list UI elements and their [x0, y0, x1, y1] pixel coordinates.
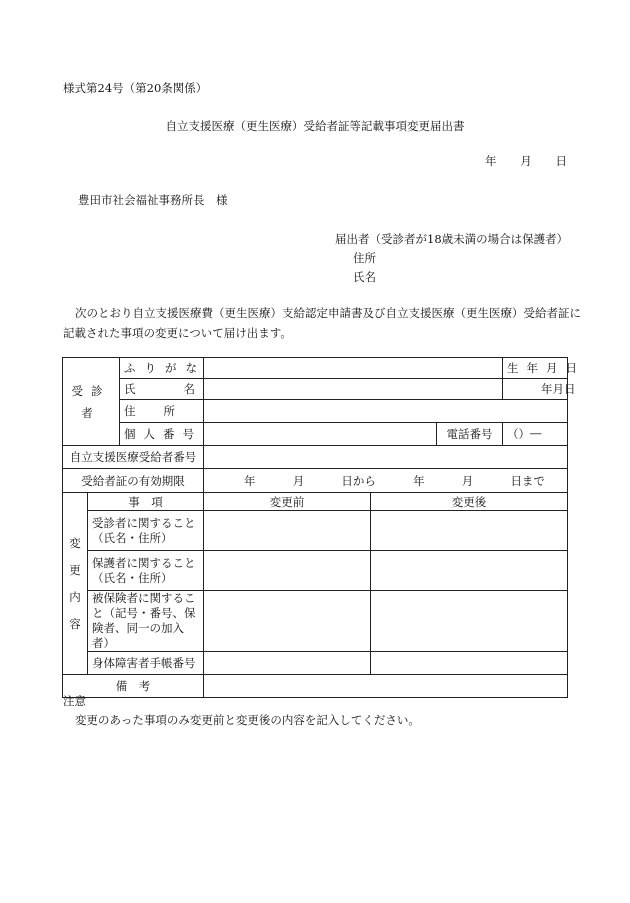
- individual-number-label: 個人番号: [124, 427, 202, 441]
- change-form-table: [62, 357, 585, 698]
- applicant-address-label: 住所: [353, 251, 376, 265]
- furigana-label-cell: [120, 358, 204, 379]
- furigana-input[interactable]: [204, 358, 503, 379]
- change-after-guardian-input[interactable]: [371, 551, 568, 591]
- birthdate-label-cell: [503, 358, 585, 379]
- certificate-number-label-cell: [63, 446, 204, 469]
- phone-label: 電話番号: [446, 427, 493, 441]
- validity-input[interactable]: [204, 469, 568, 493]
- after-header: 変更後: [451, 494, 487, 509]
- birthdate-input[interactable]: [503, 379, 576, 400]
- individual-number-input[interactable]: [204, 423, 437, 446]
- name-input[interactable]: [204, 379, 503, 400]
- validity-label: 受給者証の有効期限: [81, 473, 185, 488]
- address-label: 住所: [124, 404, 203, 418]
- change-item-guardian: [88, 551, 204, 591]
- name-label: 氏名: [124, 382, 243, 396]
- certificate-number-label: 自立支援医療受給者番号: [69, 450, 197, 464]
- body-text-line2: 記載された事項の変更について届け出ます。: [63, 326, 292, 340]
- validity-from-year: 年: [244, 473, 256, 488]
- phone-dash: ―: [530, 426, 542, 440]
- change-section-label-cell: [63, 493, 88, 675]
- notes-text: 変更のあった事項のみ変更前と変更後の内容を記入してください。: [75, 713, 420, 727]
- addressee: 豊田市社会福祉事務所長 様: [78, 193, 228, 207]
- validity-label-cell: [63, 469, 204, 493]
- item-header-cell: [88, 493, 204, 511]
- applicant-name-label: 氏名: [353, 270, 376, 284]
- furigana-label: ふりがな: [124, 361, 206, 375]
- item-header: 事 項: [128, 494, 163, 509]
- change-item-insured: [88, 591, 204, 652]
- address-input[interactable]: [204, 400, 568, 423]
- birth-day-label: 日: [564, 382, 576, 396]
- applicant-block: [335, 230, 568, 287]
- notes-heading: 注意: [63, 694, 86, 708]
- form-number: 様式第24号（第20条関係）: [63, 81, 208, 95]
- change-after-insured-input[interactable]: [371, 591, 568, 652]
- submission-date: [485, 153, 567, 169]
- validity-to-year: 年: [413, 473, 425, 488]
- change-before-handbook-input[interactable]: [204, 652, 371, 675]
- birth-month-label: 月: [552, 382, 564, 396]
- patient-label: 受診者: [71, 383, 111, 420]
- date-month-label: 月: [520, 154, 532, 168]
- body-text: [63, 303, 581, 343]
- remarks-label: 備 考: [115, 679, 151, 693]
- patient-label-cell: [63, 358, 120, 446]
- individual-number-label-cell: [120, 423, 204, 446]
- name-label-cell: [120, 379, 243, 400]
- applicant-label: 届出者（受診者が18歳未満の場合は保護者）: [335, 232, 569, 246]
- change-item-label: 受診者に関すること（氏名・住所）: [92, 515, 196, 545]
- birth-year-label: 年: [541, 382, 553, 396]
- date-day-label: 日: [555, 154, 567, 168]
- address-label-cell: [120, 400, 204, 423]
- certificate-number-input[interactable]: [204, 446, 568, 469]
- validity-from-month: 月: [292, 473, 305, 488]
- phone-open-paren: （: [507, 427, 519, 441]
- validity-from-day: 日から: [341, 473, 376, 488]
- before-header: 変更前: [269, 494, 305, 509]
- date-year-label: 年: [485, 154, 497, 168]
- change-after-patient-input[interactable]: [371, 511, 568, 551]
- after-header-cell: [371, 493, 568, 511]
- page-title: 自立支援医療（更生医療）受給者証等記載事項変更届出書: [165, 119, 465, 133]
- change-after-handbook-input[interactable]: [371, 652, 568, 675]
- birthdate-label: 生年月日: [507, 361, 585, 375]
- change-item-handbook: [88, 652, 204, 675]
- change-item-label: 保護者に関すること（氏名・住所）: [92, 555, 196, 585]
- remarks-input[interactable]: [204, 675, 568, 698]
- phone-input[interactable]: [503, 423, 568, 446]
- body-text-line1: 次のとおり自立支援医療費（更生医療）支給認定申請書及び自立支援医療（更生医療）受給者証に: [75, 306, 581, 320]
- change-item-label: 被保険者に関すること（記号・番号、保険者、同一の加入者）: [92, 591, 196, 650]
- phone-close-paren: ）: [518, 427, 530, 441]
- change-item-label: 身体障害者手帳番号: [92, 656, 196, 670]
- change-before-insured-input[interactable]: [204, 591, 371, 652]
- change-item-patient: [88, 511, 204, 551]
- change-section-label: 変更内容: [69, 535, 81, 631]
- phone-label-cell: [437, 423, 503, 446]
- change-before-guardian-input[interactable]: [204, 551, 371, 591]
- before-header-cell: [204, 493, 371, 511]
- validity-to-month: 月: [461, 473, 474, 488]
- validity-to-day: 日まで: [510, 473, 545, 488]
- change-before-patient-input[interactable]: [204, 511, 371, 551]
